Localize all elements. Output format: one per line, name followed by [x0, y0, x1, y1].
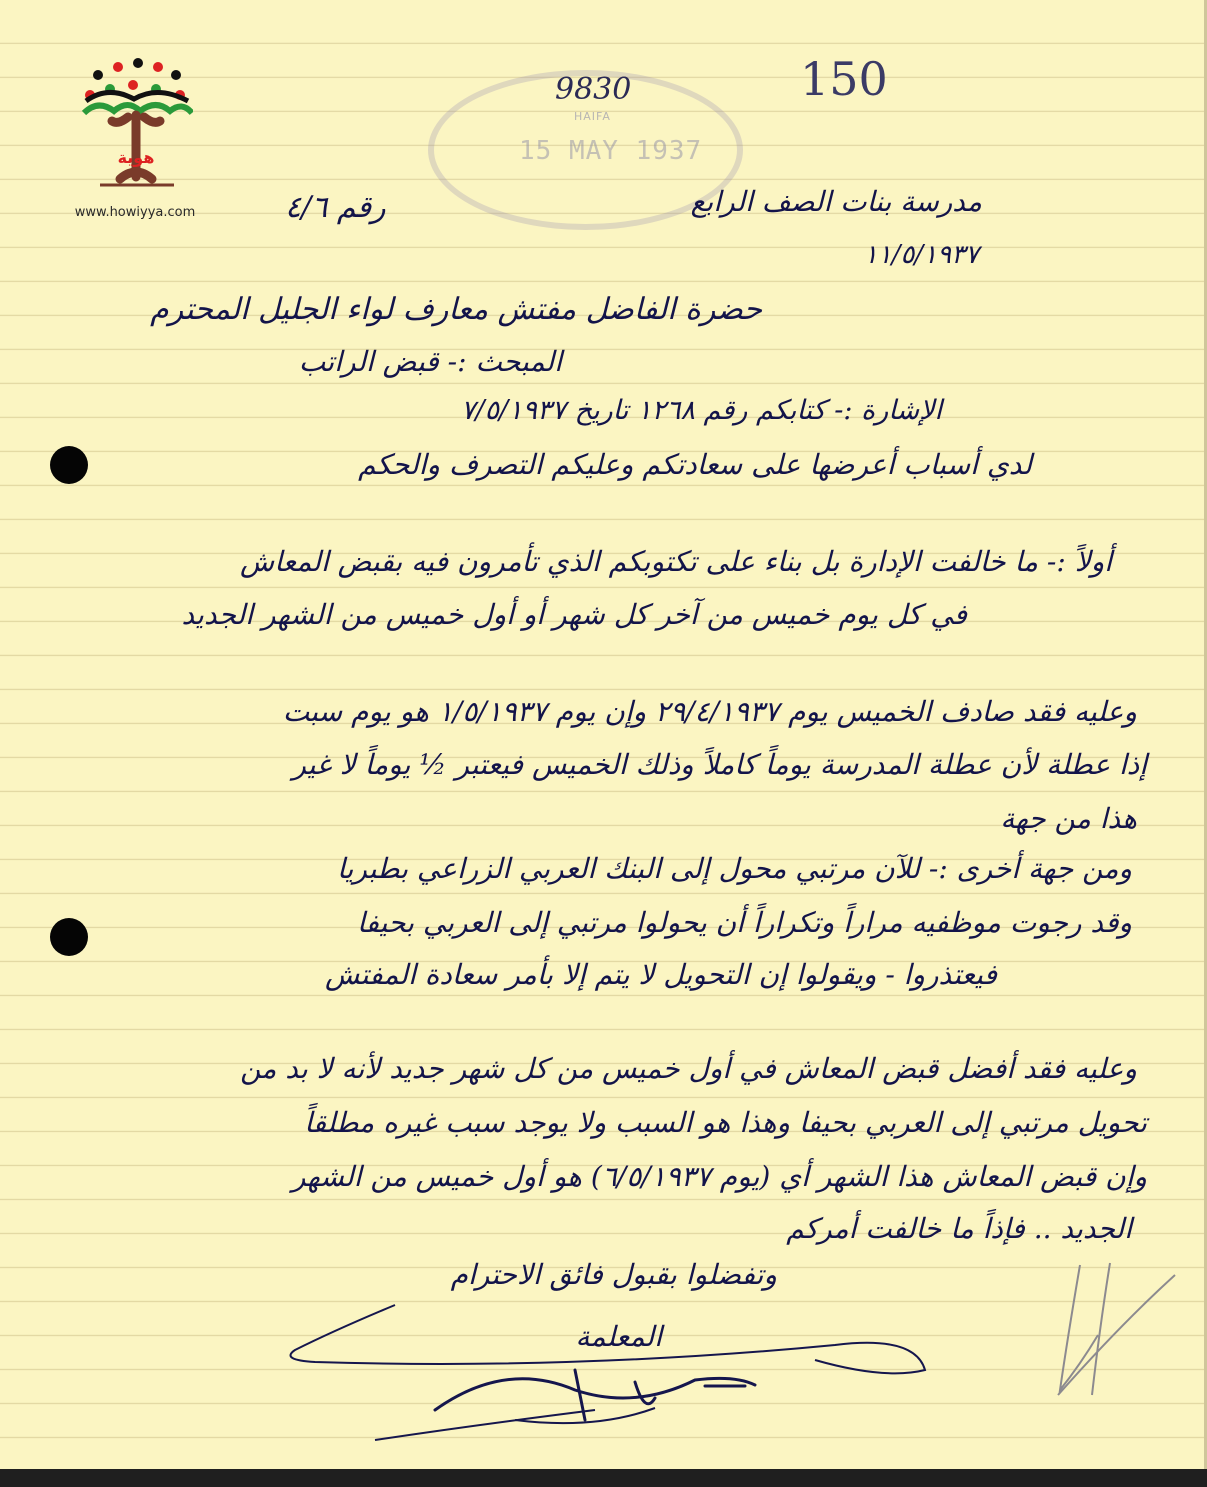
scan-bottom-edge [0, 1469, 1207, 1487]
addressee: حضرة الفاضل مفتش معارف لواء الجليل المحترم [150, 292, 762, 327]
corner-number: 150 [800, 52, 888, 106]
para2-line2: إذا عطلة لأن عطلة المدرسة يوماً كاملاً وذلك الخميس فيعتبر ½ يوماً لا غير [292, 748, 1147, 781]
punch-hole-top [50, 446, 88, 484]
point1-line2: في كل يوم خميس من آخر كل شهر أو أول خميس من الشهر الجديد [181, 598, 967, 631]
stamp-number: 9830 [555, 72, 632, 107]
point1-line1: أولاً :- ما خالفت الإدارة بل بناء على تكتوبكم الذي تأمرون فيه بقبض المعاش [240, 545, 1112, 578]
logo-emblem-text: هوية [117, 148, 155, 167]
punch-hole-bottom [50, 918, 88, 956]
para2-line3: هذا من جهة [1000, 802, 1137, 835]
school-name: مدرسة بنات الصف الرابع [690, 185, 982, 218]
para3-line2: وقد رجوت موظفيه مراراً وتكراراً أن يحولوا مرتبي إلى العربي بحيفا [356, 906, 1132, 939]
handwritten-signature [275, 1290, 935, 1450]
para4-line1: وعليه فقد أفضل قبض المعاش في أول خميس من كل شهر جديد لأنه لا بد من [240, 1052, 1137, 1085]
stamp-place: HAIFA [574, 110, 611, 123]
signer-title: المعلمة [575, 1320, 662, 1353]
para2-line1: وعليه فقد صادف الخميس يوم ٢٩/٤/١٩٣٧ وإن يوم ١/٥/١٩٣٧ هو يوم سبت [282, 695, 1137, 728]
para4-line4: الجديد .. فإذاً ما خالفت أمركم [786, 1212, 1132, 1245]
intro-line: لدي أسباب أعرضها على سعادتكم وعليكم التصرف والحكم [358, 448, 1032, 481]
subject: المبحث :- قبض الراتب [298, 345, 562, 378]
reference-number: رقم ٤/٦ [285, 190, 386, 225]
stamp-date: 15 MAY 1937 [519, 136, 703, 166]
para4-line3: وإن قبض المعاش هذا الشهر أي (يوم ٦/٥/١٩٣٧) هو أول خميس من الشهر [291, 1160, 1147, 1193]
closing-line: وتفضلوا بقبول فائق الاحترام [450, 1258, 777, 1291]
logo-url: www.howiyya.com [74, 205, 196, 220]
para3-line1: ومن جهة أخرى :- للآن مرتبي محول إلى البنك العربي الزراعي بطبريا [337, 852, 1132, 885]
howiyya-logo [60, 55, 210, 225]
family-tree-icon [78, 55, 193, 200]
para3-line3: فيعتذروا - ويقولوا إن التحويل لا يتم إلا بأمر سعادة المفتش [325, 958, 997, 991]
pencil-initials [1040, 1255, 1180, 1415]
para4-line2: تحويل مرتبي إلى العربي بحيفا وهذا هو السبب ولا يوجد سبب غيره مطلقاً [304, 1106, 1147, 1139]
letter-date: ١١/٥/١٩٣٧ [863, 240, 979, 270]
reference-line: الإشارة :- كتابكم رقم ١٢٦٨ تاريخ ٧/٥/١٩٣٧ [460, 395, 942, 426]
